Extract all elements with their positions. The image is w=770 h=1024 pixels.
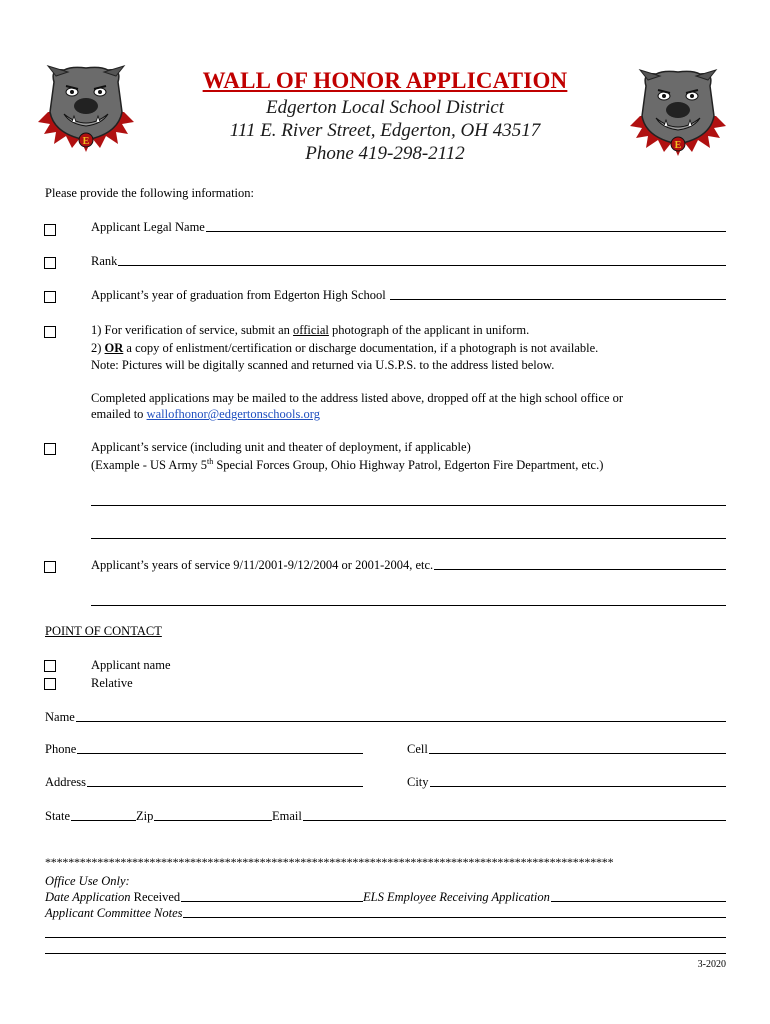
contact-address-line[interactable]: [87, 785, 363, 787]
contact-phone-label: Phone: [45, 742, 77, 756]
notes-line-3[interactable]: [45, 953, 726, 954]
contact-state-line[interactable]: [71, 819, 136, 821]
contact-email-field[interactable]: [272, 809, 726, 824]
mail-instruction: Completed applications may be mailed to the address listed above, dropped off at the high school office or: [91, 391, 624, 405]
contact-heading: POINT OF CONTACT: [45, 624, 162, 638]
rank-field[interactable]: [91, 254, 726, 269]
contact-email-line[interactable]: [303, 819, 726, 821]
email-instruction: emailed to wallofhonor@edgertonschools.org: [91, 407, 320, 421]
committee-notes-line[interactable]: [183, 916, 726, 918]
district-phone: Phone 419-298-2112: [305, 143, 465, 164]
notes-line-2[interactable]: [45, 937, 726, 938]
form-version: 3-2020: [697, 959, 726, 970]
legal-name-line[interactable]: [206, 230, 726, 232]
contact-zip-line[interactable]: [154, 819, 272, 821]
employee-line[interactable]: [551, 900, 726, 902]
contact-zip-field[interactable]: [136, 809, 272, 824]
contact-address-field[interactable]: [45, 775, 363, 790]
years-line-2[interactable]: [91, 605, 726, 606]
contact-name-line[interactable]: [76, 720, 726, 722]
photo-instruction-2: 2) OR a copy of enlistment/certification or discharge documentation, if a photograph is not available.: [91, 341, 599, 355]
rank-line[interactable]: [118, 264, 726, 266]
photo-checkbox[interactable]: [44, 326, 56, 338]
service-example: (Example - US Army 5th Special Forces Group, Ohio Highway Patrol, Edgerton Fire Department, etc.): [91, 457, 604, 473]
contact-state-label: State: [45, 809, 70, 823]
years-checkbox[interactable]: [44, 561, 56, 573]
years-label: Applicant’s years of service 9/11/2001-9/12/2004 or 2001-2004, etc.: [91, 558, 434, 572]
years-line[interactable]: [434, 568, 726, 570]
date-received-line[interactable]: [181, 900, 363, 902]
legal-name-checkbox[interactable]: [44, 224, 56, 236]
contact-city-label: City: [407, 775, 429, 789]
date-received-label: Date Application Received: [45, 890, 181, 904]
contact-email-label: Email: [272, 809, 302, 823]
legal-name-field[interactable]: [91, 220, 726, 235]
district-address: 111 E. River Street, Edgerton, OH 43517: [229, 120, 541, 141]
graduation-field[interactable]: [91, 288, 726, 303]
page-title: WALL OF HONOR APPLICATION: [202, 68, 568, 93]
legal-name-label: Applicant Legal Name: [91, 220, 205, 234]
graduation-checkbox[interactable]: [44, 291, 56, 303]
committee-notes-label: Applicant Committee Notes: [45, 906, 183, 920]
photo-note: Note: Pictures will be digitally scanned and returned via U.S.P.S. to the address listed below.: [91, 358, 555, 372]
graduation-line[interactable]: [390, 298, 726, 300]
contact-city-line[interactable]: [430, 785, 726, 787]
contact-phone-line[interactable]: [77, 752, 363, 754]
applicant-name-checkbox[interactable]: [44, 660, 56, 672]
service-line-1[interactable]: [91, 505, 726, 506]
district-name: Edgerton Local School District: [265, 97, 504, 118]
contact-address-label: Address: [45, 775, 86, 789]
contact-name-field[interactable]: [45, 710, 726, 725]
service-checkbox[interactable]: [44, 443, 56, 455]
contact-cell-field[interactable]: [407, 742, 726, 757]
rank-checkbox[interactable]: [44, 257, 56, 269]
contact-zip-label: Zip: [136, 809, 154, 823]
svg-text:E: E: [674, 140, 682, 151]
photo-instruction-1: 1) For verification of service, submit an official photograph of the applicant in uniform.: [91, 323, 530, 337]
rank-label: Rank: [91, 254, 118, 268]
office-use-heading: Office Use Only:: [45, 874, 130, 888]
service-line-2[interactable]: [91, 538, 726, 539]
date-received-field[interactable]: [45, 890, 363, 905]
service-label: Applicant’s service (including unit and theater of deployment, if applicable): [91, 440, 471, 454]
committee-notes-field[interactable]: [45, 906, 726, 921]
contact-cell-line[interactable]: [429, 752, 726, 754]
svg-text:E: E: [82, 136, 90, 147]
relative-option: Relative: [91, 676, 133, 690]
years-field[interactable]: [91, 558, 726, 573]
email-link[interactable]: wallofhonor@edgertonschools.org: [146, 407, 320, 421]
graduation-label: Applicant’s year of graduation from Edgerton High School: [91, 288, 386, 302]
contact-cell-label: Cell: [407, 742, 428, 756]
contact-state-field[interactable]: [45, 809, 136, 824]
contact-name-label: Name: [45, 710, 75, 724]
contact-city-field[interactable]: [407, 775, 726, 790]
employee-label: ELS Employee Receiving Application: [363, 890, 550, 904]
applicant-name-option: Applicant name: [91, 658, 171, 672]
employee-field[interactable]: [363, 890, 726, 905]
intro-text: Please provide the following information:: [45, 186, 254, 200]
separator-stars: **************************************************************************************************: [45, 855, 614, 869]
contact-phone-field[interactable]: [45, 742, 363, 757]
relative-checkbox[interactable]: [44, 678, 56, 690]
